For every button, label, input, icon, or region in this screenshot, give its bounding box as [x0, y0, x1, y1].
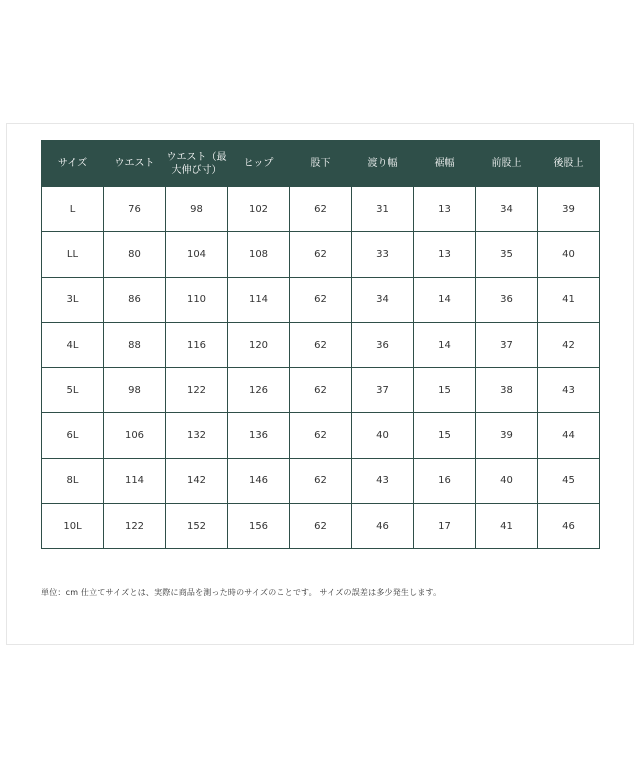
table-cell: 142 — [166, 458, 228, 503]
table-cell: 43 — [352, 458, 414, 503]
header-waist: ウエスト — [104, 141, 166, 187]
table-cell: 126 — [228, 368, 290, 413]
table-cell: 16 — [414, 458, 476, 503]
table-cell: 41 — [476, 504, 538, 549]
table-cell: 39 — [538, 187, 600, 232]
table-cell: L — [42, 187, 104, 232]
table-cell: 3L — [42, 277, 104, 322]
table-cell: 14 — [414, 322, 476, 367]
table-cell: 10L — [42, 504, 104, 549]
table-cell: 5L — [42, 368, 104, 413]
table-cell: 44 — [538, 413, 600, 458]
table-cell: 36 — [476, 277, 538, 322]
table-cell: 108 — [228, 232, 290, 277]
table-cell: 114 — [104, 458, 166, 503]
measurement-note: 単位：cm 仕立てサイズとは、実際に商品を測った時のサイズのことです。 サイズの誤差は多少発生します。 — [41, 588, 442, 597]
header-hem-width: 裾幅 — [414, 141, 476, 187]
header-thigh-width: 渡り幅 — [352, 141, 414, 187]
table-cell: 14 — [414, 277, 476, 322]
table-cell: 146 — [228, 458, 290, 503]
table-cell: 42 — [538, 322, 600, 367]
header-size: サイズ — [42, 141, 104, 187]
size-table — [41, 140, 600, 549]
table-cell: 8L — [42, 458, 104, 503]
table-cell: 62 — [290, 277, 352, 322]
header-hip: ヒップ — [228, 141, 290, 187]
table-row — [42, 458, 600, 503]
table-cell: 37 — [352, 368, 414, 413]
table-cell: 132 — [166, 413, 228, 458]
table-cell: 6L — [42, 413, 104, 458]
table-cell: 106 — [104, 413, 166, 458]
header-back-rise: 後股上 — [538, 141, 600, 187]
table-cell: 136 — [228, 413, 290, 458]
table-cell: 76 — [104, 187, 166, 232]
table-cell: 40 — [538, 232, 600, 277]
table-cell: 62 — [290, 413, 352, 458]
table-cell: 38 — [476, 368, 538, 413]
table-cell: 4L — [42, 322, 104, 367]
table-cell: 15 — [414, 413, 476, 458]
table-cell: 62 — [290, 187, 352, 232]
table-cell: 36 — [352, 322, 414, 367]
table-cell: 62 — [290, 232, 352, 277]
table-cell: 45 — [538, 458, 600, 503]
table-header-row — [42, 141, 600, 187]
table-cell: LL — [42, 232, 104, 277]
table-cell: 120 — [228, 322, 290, 367]
table-cell: 86 — [104, 277, 166, 322]
header-front-rise: 前股上 — [476, 141, 538, 187]
table-cell: 46 — [352, 504, 414, 549]
table-row — [42, 277, 600, 322]
table-cell: 156 — [228, 504, 290, 549]
table-row — [42, 413, 600, 458]
table-row — [42, 504, 600, 549]
table-row — [42, 368, 600, 413]
table-cell: 110 — [166, 277, 228, 322]
table-row — [42, 322, 600, 367]
table-cell: 104 — [166, 232, 228, 277]
header-waist-max: ウエスト（最大伸び寸） — [166, 141, 228, 187]
table-cell: 33 — [352, 232, 414, 277]
table-row — [42, 232, 600, 277]
table-cell: 13 — [414, 187, 476, 232]
table-cell: 116 — [166, 322, 228, 367]
table-cell: 37 — [476, 322, 538, 367]
table-cell: 40 — [476, 458, 538, 503]
table-cell: 98 — [166, 187, 228, 232]
table-cell: 62 — [290, 504, 352, 549]
table-cell: 31 — [352, 187, 414, 232]
table-cell: 15 — [414, 368, 476, 413]
table-cell: 88 — [104, 322, 166, 367]
table-cell: 62 — [290, 368, 352, 413]
table-cell: 122 — [104, 504, 166, 549]
header-inseam: 股下 — [290, 141, 352, 187]
table-cell: 152 — [166, 504, 228, 549]
table-cell: 43 — [538, 368, 600, 413]
table-cell: 62 — [290, 458, 352, 503]
table-cell: 98 — [104, 368, 166, 413]
table-cell: 39 — [476, 413, 538, 458]
table-cell: 62 — [290, 322, 352, 367]
table-cell: 34 — [352, 277, 414, 322]
table-cell: 17 — [414, 504, 476, 549]
table-cell: 46 — [538, 504, 600, 549]
table-cell: 80 — [104, 232, 166, 277]
table-cell: 122 — [166, 368, 228, 413]
table-cell: 40 — [352, 413, 414, 458]
table-cell: 102 — [228, 187, 290, 232]
table-cell: 34 — [476, 187, 538, 232]
table-row — [42, 187, 600, 232]
table-cell: 13 — [414, 232, 476, 277]
table-cell: 41 — [538, 277, 600, 322]
table-cell: 35 — [476, 232, 538, 277]
table-cell: 114 — [228, 277, 290, 322]
